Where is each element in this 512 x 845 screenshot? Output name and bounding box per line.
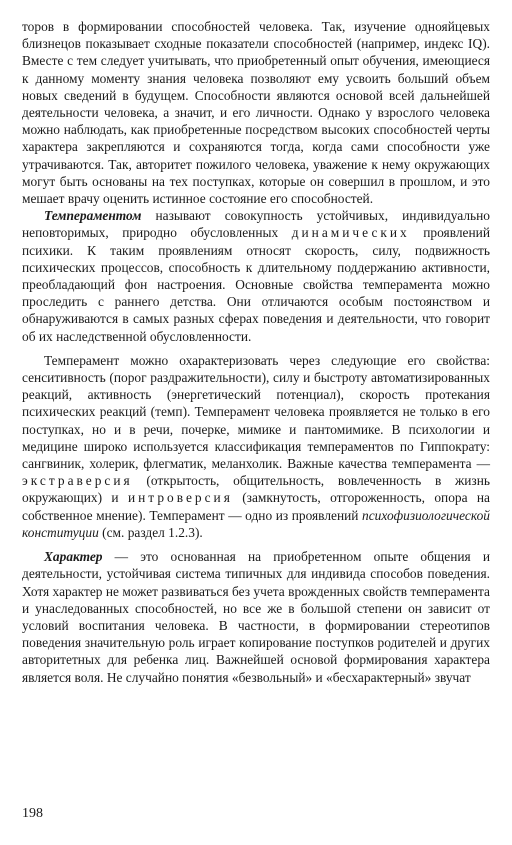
page-body bbox=[22, 18, 490, 686]
paragraph-character bbox=[22, 548, 490, 686]
text-span: Темперамент можно охарактеризовать через следующие его свойства: сенситивность (порог раздражительности), силу и быстроту автоматизированных реакций, активность (энергетический потенциал), скорость протекания психических реакций (темп). Темперамент человека проявляется не только в его поступках, но и в речи, почерке, мимике и пантомимике. В психологии и медицине широко используется классификация темпераментов по Гиппократу: сангвиник, холерик, флегматик, меланхолик. Важные качества темперамента — bbox=[22, 352, 490, 472]
spaced-word: динамических bbox=[291, 225, 410, 241]
paragraph-temperament-properties bbox=[22, 352, 490, 541]
term-character: Характер bbox=[44, 549, 103, 565]
text-span: называют совокупность устойчивых, индивидуально неповторимых, природно обусловленных bbox=[22, 208, 490, 241]
term-temperament: Темпераментом bbox=[44, 208, 142, 224]
text-span: (открытость, общительность, вовлеченность в жизнь окружающих) и bbox=[22, 473, 490, 506]
text-span: проявлений психики. К таким проявлениям относят скорость, силу, подвижность психических процессов, способность к длительному поддержанию активности, преобладающий фон настроения. Основные свойства темперамента можно проследить с раннего детства. Они отличаются особым постоянством и обнаруживаются в самых разных сферах поведения и деятельности, что говорит об их наследственной обусловленности. bbox=[22, 225, 490, 344]
paragraph-abilities: торов в формировании способностей человека. Так, изучение однояйцевых близнецов показывает сходные показатели способностей (например, индекс IQ). Вместе с тем следует учитывать, что приобретенный опыт обучения, имеющиеся к данному моменту знания человека позволяют ему усвоить больший объем новых сведений в будущем. Способности являются основой всей дальнейшей деятельности человека, а значит, и его личности. Однако у взрослого человека можно наблюдать, как приобретенные посредством высоких способностей черты характера закрепляются и сохраняются тогда, когда сами способности уже утрачиваются. Так, авторитет пожилого человека, уважение к нему окружающих могут быть основаны на тех поступках, которые он совершил в прошлом, и это мешает врачу оценить истинное состояние его способностей. bbox=[22, 19, 490, 207]
paragraph-temperament-definition bbox=[22, 207, 490, 345]
spaced-word: экстраверсия bbox=[22, 473, 133, 489]
text-span: — это основанная на приобретенном опыте общения и деятельности, устойчивая система типичных для индивида способов поведения. Хотя характер не может развиваться без учета врожденных свойств темперамента и унаследованных способностей, но все же в большой степени он зависит от условий воспитания человека. В частности, в формировании стереотипов поведения значительную роль играет копирование поступков родителей и других авторитетных для ребенка лиц. Важнейшей основой формирования характера является воля. Не случайно понятия «безвольный» и «бесхарактерный» звучат bbox=[22, 549, 490, 685]
text-span: (см. раздел 1.2.3). bbox=[98, 524, 203, 540]
spaced-word: интроверсия bbox=[127, 490, 233, 506]
text-span: (замкнутость, отгороженность, опора на собственное мнение). Темперамент — одно из проявлений bbox=[22, 490, 491, 523]
page-number: 198 bbox=[22, 806, 43, 821]
italic-phrase: психофизиологической конституции bbox=[22, 507, 490, 540]
